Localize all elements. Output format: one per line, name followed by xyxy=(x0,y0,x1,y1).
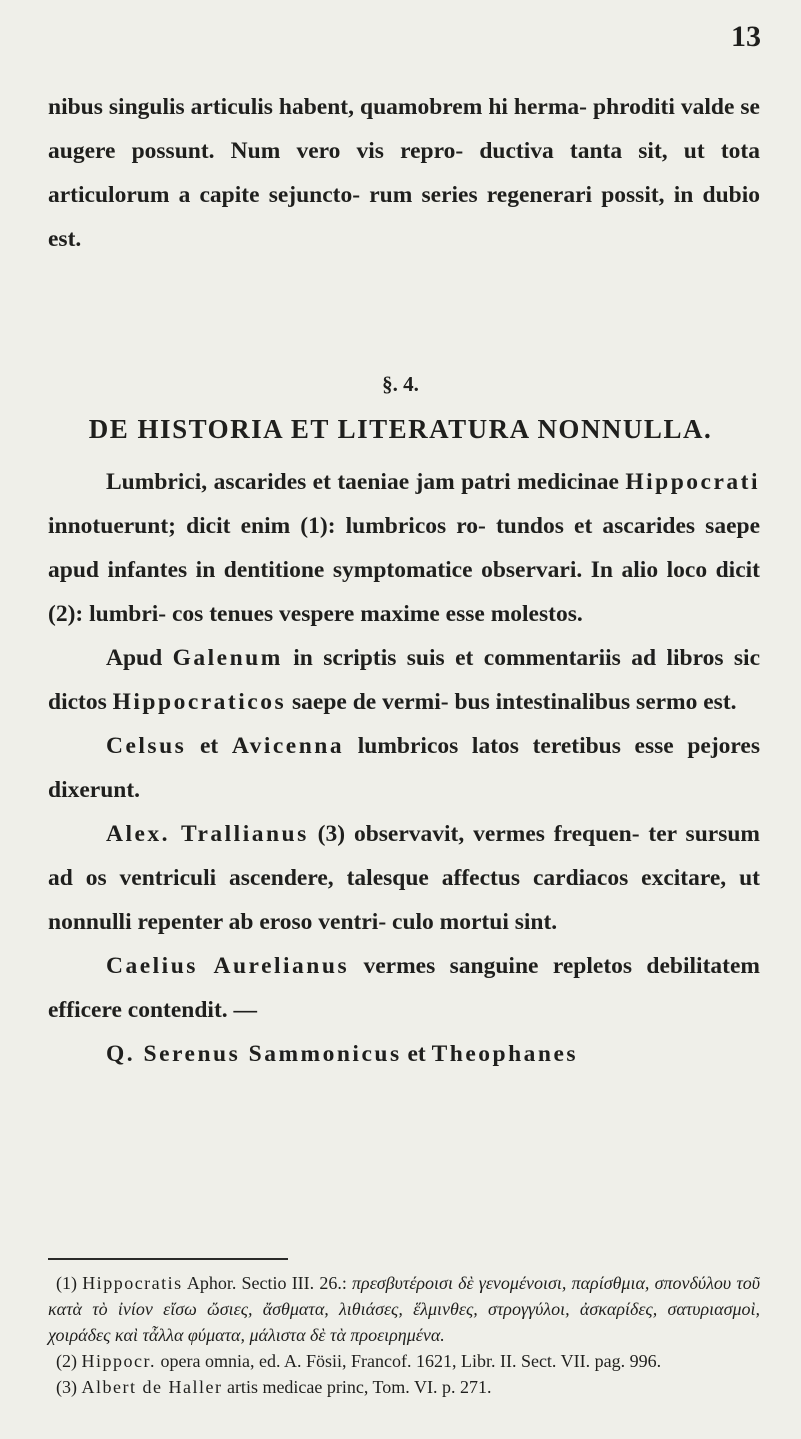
footnote-marker: (3) xyxy=(56,1377,77,1397)
text-run: (3) observavit, vermes frequen- ter sursum ad os ventriculi ascendere, talesque affectus cardiacos excitare, ut nonnulli repenter ab eroso ventri- culo mortui sint. xyxy=(48,821,760,935)
footnote-author: Hippocr. xyxy=(81,1351,156,1371)
footnote-text: opera omnia, ed. A. Fösii, Francof. 1621, Libr. II. Sect. VII. pag. 996. xyxy=(156,1351,662,1371)
text-run: et xyxy=(186,733,232,759)
author-name: Caelius Aurelianus xyxy=(106,953,350,979)
footnotes xyxy=(48,1270,760,1400)
author-name: Celsus xyxy=(106,733,187,759)
text-run: in scriptis suis et commentariis ad libros sic dictos xyxy=(48,645,761,715)
author-name: Hippocraticos xyxy=(112,689,287,715)
text-run: innotuerunt; dicit enim (1): lumbricos ro- tundos et ascarides saepe apud infantes in dentitione symptomatice observari. In alio loco dicit (2): lumbri- cos tenues vespere maxime esse molestos. xyxy=(48,513,760,627)
footnote-text: Aphor. Sectio III. 26.: xyxy=(182,1273,353,1293)
text-run: lumbricos latos teretibus esse pejores dixerunt. xyxy=(48,733,760,803)
text-run: vermes sanguine repletos debilitatem efficere contendit. — xyxy=(48,953,760,1023)
section-body xyxy=(48,460,760,1076)
author-name: Theophanes xyxy=(431,1041,579,1067)
paragraph-celsus xyxy=(48,724,760,812)
opening-text xyxy=(48,85,760,261)
author-name: Q. Serenus Sammonicus xyxy=(106,1041,402,1067)
author-name: Hippocrati xyxy=(625,469,760,495)
author-name: Avicenna xyxy=(231,733,345,759)
text-run: Apud xyxy=(106,645,173,671)
greek-quotation: πρεσβυτέροισι δὲ γενομένοισι, παρίσθμια, σπονδύλου τοῦ κατὰ τὸ ἰνίον εἴσω ὤσιες, ἄσθματα, λιθιάσες, ἕλμινθες, στρογγύλοι, ἀσκαρίδες, σατυριασμοὶ, χοιράδες καὶ τἆλλα φύματα, μάλιστα δὲ τὰ προειρημένα. xyxy=(48,1273,761,1345)
footnote-marker: (2) xyxy=(56,1351,77,1371)
footnote-1 xyxy=(48,1270,760,1348)
text-run: saepe de vermi- bus intestinalibus sermo est. xyxy=(286,689,737,715)
opening-paragraph: nibus singulis articulis habent, quamobrem hi herma- phroditi valde se augere possunt. Num vero vis repro- ductiva tanta sit, ut tota articulorum a capite sejuncto- rum series regenerari possit, in dubio est. xyxy=(48,94,760,252)
footnote-3 xyxy=(48,1374,760,1400)
text-run: et xyxy=(401,1041,432,1067)
paragraph-galen xyxy=(48,636,760,724)
footnote-author: Albert de Haller xyxy=(81,1377,223,1397)
page-number: 13 xyxy=(731,20,761,53)
text-run: Lumbrici, ascarides et taeniae jam patri medicinae xyxy=(106,469,626,495)
footnote-marker: (1) xyxy=(56,1273,77,1293)
footnote-text: artis medicae princ, Tom. VI. p. 271. xyxy=(222,1377,492,1397)
footnote-divider xyxy=(48,1258,288,1260)
author-name: Galenum xyxy=(172,645,283,671)
paragraph-serenus xyxy=(48,1032,760,1076)
author-name: Alex. Trallianus xyxy=(106,821,309,847)
paragraph-caelius xyxy=(48,944,760,1032)
footnote-author: Hippocratis xyxy=(82,1273,183,1293)
section-title: DE HISTORIA ET LITERATURA NONNULLA. xyxy=(88,414,713,444)
footnote-2 xyxy=(48,1348,760,1374)
section-number: §. 4. xyxy=(382,372,419,396)
paragraph-trallianus xyxy=(48,812,760,944)
paragraph-hippocrates xyxy=(48,460,760,636)
